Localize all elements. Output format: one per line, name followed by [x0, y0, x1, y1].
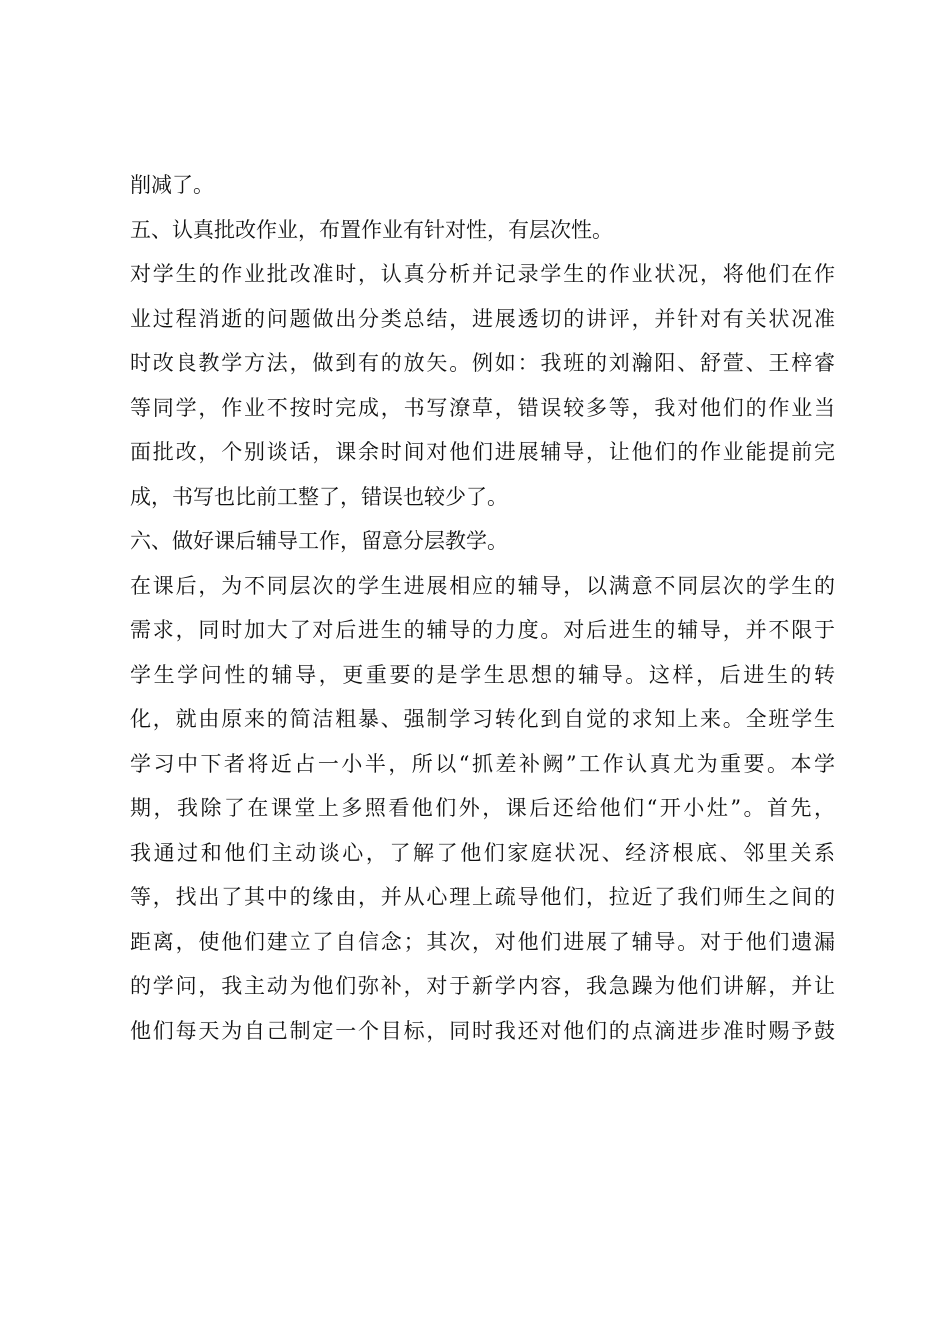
text-line: 削减了。: [130, 173, 214, 197]
text-line: 等，找出了其中的缘由，并从心理上疏导他们，拉近了我们师生之间的: [130, 885, 835, 909]
text-line: 需求，同时加大了对后进生的辅导的力度。对后进生的辅导，并不限于: [130, 618, 835, 642]
text-line: 的学问，我主动为他们弥补，对于新学内容，我急躁为他们讲解，并让: [130, 974, 835, 998]
section-heading-six: 六、做好课后辅导工作，留意分层教学。: [130, 529, 508, 553]
section-heading-five: 五、认真批改作业，布置作业有针对性，有层次性。: [130, 217, 613, 242]
text-line: 化，就由原来的简洁粗暴、强制学习转化到自觉的求知上来。全班学生: [130, 707, 835, 731]
text-line: 我通过和他们主动谈心，了解了他们家庭状况、经济根底、邻里关系: [130, 840, 835, 865]
text-line: 在课后，为不同层次的学生进展相应的辅导，以满意不同层次的学生的: [130, 573, 835, 598]
text-line: 等同学，作业不按时完成，书写潦草，错误较多等，我对他们的作业当: [130, 395, 835, 420]
text-line: 成，书写也比前工整了，错误也较少了。: [130, 484, 508, 509]
text-line: 时改良教学方法，做到有的放矢。例如：我班的刘瀚阳、舒萱、王梓睿: [130, 351, 835, 375]
text-line: 业过程消逝的问题做出分类总结，进展透切的讲评，并针对有关状况准: [130, 306, 835, 331]
text-line: 面批改，个别谈话，课余时间对他们进展辅导，让他们的作业能提前完: [130, 440, 835, 464]
text-line: 学生学问性的辅导，更重要的是学生思想的辅导。这样，后进生的转: [130, 662, 835, 687]
text-line: 距离，使他们建立了自信念；其次，对他们进展了辅导。对于他们遗漏: [130, 929, 835, 954]
text-line: 对学生的作业批改准时，认真分析并记录学生的作业状况，将他们在作: [130, 262, 835, 286]
document-body: [130, 163, 835, 1053]
text-line: 学习中下者将近占一小半，所以“抓差补阙”工作认真尤为重要。本学: [130, 751, 835, 776]
text-line: 期，我除了在课堂上多照看他们外，课后还给他们“开小灶”。首先，: [130, 796, 835, 820]
text-line: 他们每天为自己制定一个目标，同时我还对他们的点滴进步准时赐予鼓: [130, 1018, 835, 1043]
